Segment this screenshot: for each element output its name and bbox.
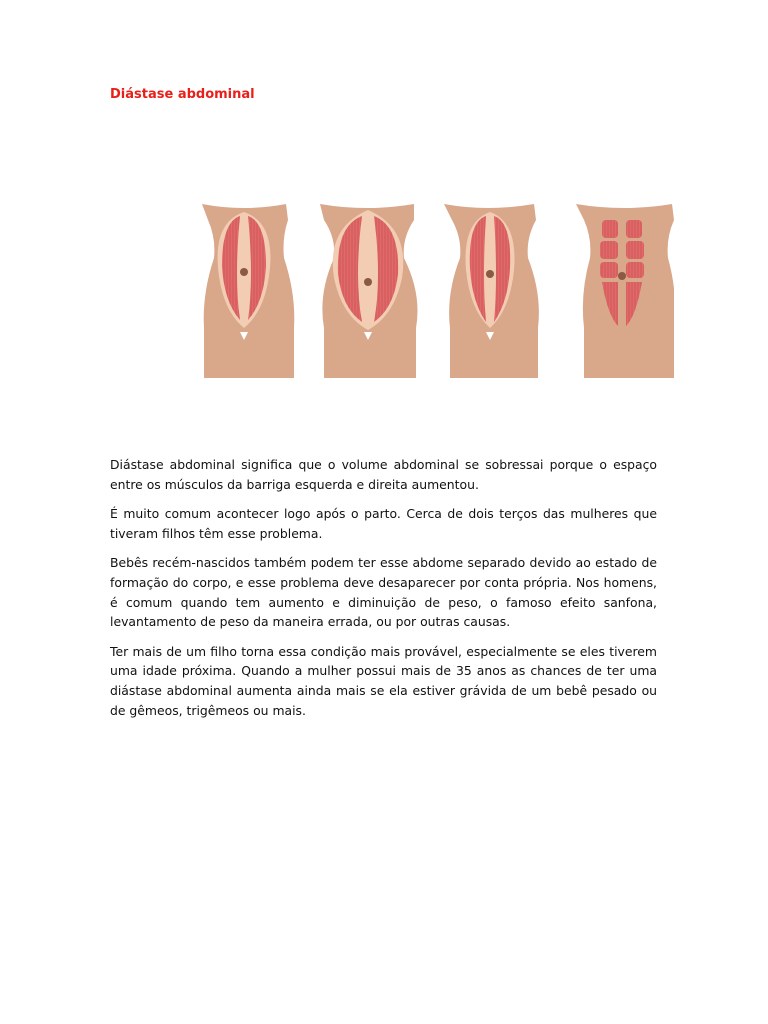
document-title: Diástase abdominal bbox=[110, 87, 255, 102]
torso-2-navel bbox=[364, 278, 372, 286]
torso-figures bbox=[196, 198, 674, 383]
diastasis-illustration bbox=[196, 198, 674, 383]
torso-1-navel bbox=[240, 268, 248, 276]
torso-4-navel bbox=[618, 272, 626, 280]
torso-2 bbox=[320, 204, 418, 378]
paragraph-4: Ter mais de um filho torna essa condição mais provável, especialmente se eles tiverem uma idade próxima. Quando a mulher possui mais de 35 anos as chances de ter uma diástase abdominal aumenta ainda mais se ela estiver grávida de um bebê pesado ou de gêmeos, trigêmeos ou mais. bbox=[110, 643, 657, 718]
torso-4 bbox=[576, 204, 674, 378]
document-body bbox=[110, 455, 657, 730]
torso-4-segment-l3 bbox=[600, 262, 618, 278]
torso-4-segment-r1 bbox=[626, 220, 642, 238]
torso-1 bbox=[202, 204, 294, 378]
paragraph-2: É muito comum acontecer logo após o parto. Cerca de dois terços das mulheres que tiveram filhos têm esse problema. bbox=[110, 506, 657, 541]
torso-4-segment-l2 bbox=[600, 241, 618, 259]
torso-4-segment-r3 bbox=[626, 262, 644, 278]
paragraph-1: Diástase abdominal significa que o volume abdominal se sobressai porque o espaço entre os músculos da barriga esquerda e direita aumentou. bbox=[110, 457, 657, 492]
torso-4-segment-r2 bbox=[626, 241, 644, 259]
torso-3 bbox=[444, 204, 539, 378]
torso-4-segment-l1 bbox=[602, 220, 618, 238]
torso-3-navel bbox=[486, 270, 494, 278]
paragraph-3: Bebês recém-nascidos também podem ter esse abdome separado devido ao estado de formação do corpo, e esse problema deve desaparecer por conta própria. Nos homens, é comum quando tem aumento e diminuição de peso, o famoso efeito sanfona, levantamento de peso da maneira errada, ou por outras causas. bbox=[110, 555, 657, 630]
torso-4-body bbox=[576, 204, 674, 378]
